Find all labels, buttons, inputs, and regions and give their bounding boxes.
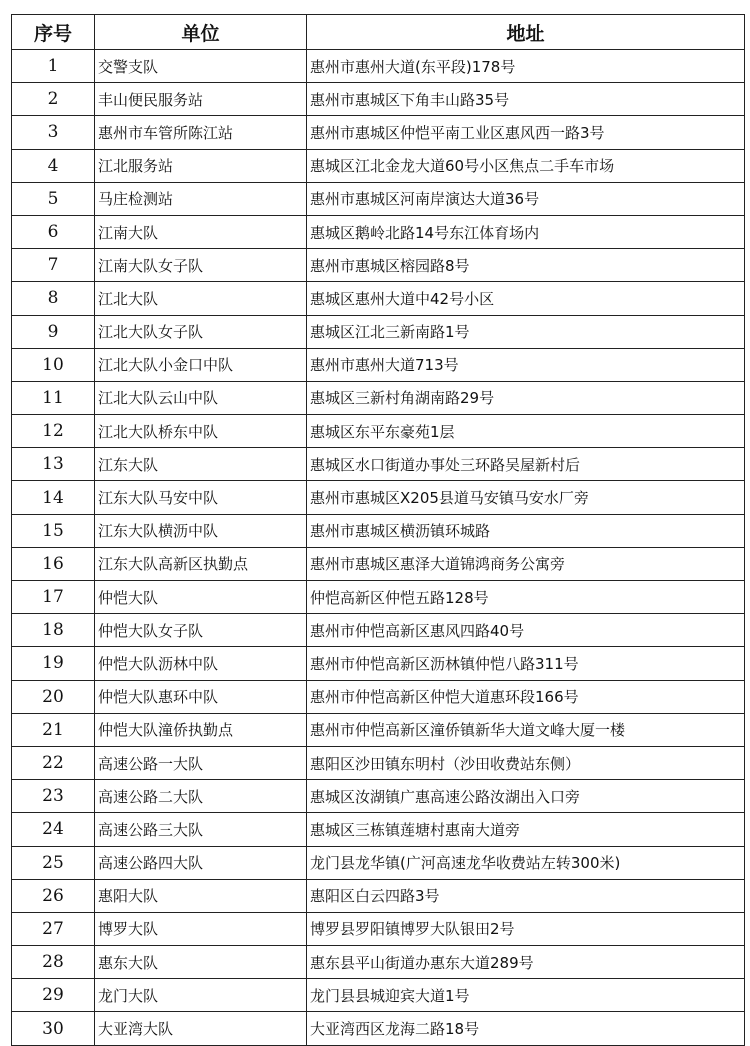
unit-name: 丰山便民服务站 (95, 83, 307, 116)
unit-address: 惠州市仲恺高新区仲恺大道惠环段166号 (307, 680, 745, 713)
unit-address: 龙门县县城迎宾大道1号 (307, 979, 745, 1012)
table-row (12, 946, 745, 979)
unit-name: 惠阳大队 (95, 879, 307, 912)
header-address: 地址 (307, 15, 745, 50)
unit-name: 江北服务站 (95, 149, 307, 182)
unit-name: 龙门大队 (95, 979, 307, 1012)
table-row (12, 813, 745, 846)
table-row (12, 614, 745, 647)
unit-name: 江北大队云山中队 (95, 381, 307, 414)
unit-address: 惠东县平山街道办惠东大道289号 (307, 946, 745, 979)
unit-address: 惠州市惠城区X205县道马安镇马安水厂旁 (307, 481, 745, 514)
unit-address: 仲恺高新区仲恺五路128号 (307, 581, 745, 614)
table-row (12, 481, 745, 514)
unit-name: 马庄检测站 (95, 182, 307, 215)
row-number: 24 (12, 813, 95, 846)
unit-name: 江北大队小金口中队 (95, 348, 307, 381)
unit-address: 惠州市惠城区河南岸演达大道36号 (307, 182, 745, 215)
table-row (12, 912, 745, 945)
table-row (12, 282, 745, 315)
row-number: 16 (12, 547, 95, 580)
table-row (12, 215, 745, 248)
row-number: 20 (12, 680, 95, 713)
table-row (12, 448, 745, 481)
unit-name: 江东大队高新区执勤点 (95, 547, 307, 580)
table-row (12, 116, 745, 149)
table-row (12, 514, 745, 547)
row-number: 5 (12, 182, 95, 215)
unit-address: 惠阳区沙田镇东明村（沙田收费站东侧） (307, 746, 745, 779)
unit-name: 江北大队女子队 (95, 315, 307, 348)
table-row (12, 547, 745, 580)
unit-name: 江东大队马安中队 (95, 481, 307, 514)
row-number: 1 (12, 50, 95, 83)
row-number: 27 (12, 912, 95, 945)
table-row (12, 50, 745, 83)
unit-address: 惠城区三新村角湖南路29号 (307, 381, 745, 414)
unit-address: 惠城区江北三新南路1号 (307, 315, 745, 348)
unit-address: 惠州市惠城区仲恺平南工业区惠风西一路3号 (307, 116, 745, 149)
row-number: 14 (12, 481, 95, 514)
unit-name: 惠东大队 (95, 946, 307, 979)
table-row (12, 182, 745, 215)
table-row (12, 680, 745, 713)
unit-address: 惠城区汝湖镇广惠高速公路汝湖出入口旁 (307, 780, 745, 813)
unit-name: 仲恺大队沥林中队 (95, 647, 307, 680)
row-number: 6 (12, 215, 95, 248)
unit-name: 仲恺大队惠环中队 (95, 680, 307, 713)
unit-name: 江南大队 (95, 215, 307, 248)
table-row (12, 149, 745, 182)
row-number: 3 (12, 116, 95, 149)
unit-address: 惠城区水口街道办事处三环路吴屋新村后 (307, 448, 745, 481)
unit-address: 惠城区东平东豪苑1层 (307, 415, 745, 448)
table-row (12, 415, 745, 448)
table-row (12, 713, 745, 746)
unit-address: 惠城区惠州大道中42号小区 (307, 282, 745, 315)
row-number: 29 (12, 979, 95, 1012)
table-row (12, 846, 745, 879)
unit-name: 博罗大队 (95, 912, 307, 945)
unit-address: 惠州市惠城区横沥镇环城路 (307, 514, 745, 547)
row-number: 9 (12, 315, 95, 348)
unit-name: 江东大队 (95, 448, 307, 481)
unit-name: 高速公路四大队 (95, 846, 307, 879)
unit-name: 大亚湾大队 (95, 1012, 307, 1045)
row-number: 18 (12, 614, 95, 647)
unit-name: 仲恺大队女子队 (95, 614, 307, 647)
table-row (12, 979, 745, 1012)
header-row (12, 15, 745, 50)
unit-address: 惠阳区白云四路3号 (307, 879, 745, 912)
row-number: 19 (12, 647, 95, 680)
table-row (12, 381, 745, 414)
table-row (12, 879, 745, 912)
table-row (12, 1012, 745, 1045)
unit-address: 惠州市惠城区榕园路8号 (307, 249, 745, 282)
unit-address: 惠州市仲恺高新区沥林镇仲恺八路311号 (307, 647, 745, 680)
unit-address: 惠城区三栋镇莲塘村惠南大道旁 (307, 813, 745, 846)
row-number: 28 (12, 946, 95, 979)
row-number: 7 (12, 249, 95, 282)
unit-address: 大亚湾西区龙海二路18号 (307, 1012, 745, 1045)
table-row (12, 249, 745, 282)
row-number: 8 (12, 282, 95, 315)
unit-address: 博罗县罗阳镇博罗大队银田2号 (307, 912, 745, 945)
row-number: 26 (12, 879, 95, 912)
unit-address: 龙门县龙华镇(广河高速龙华收费站左转300米) (307, 846, 745, 879)
unit-name: 仲恺大队潼侨执勤点 (95, 713, 307, 746)
unit-address: 惠城区鹅岭北路14号东江体育场内 (307, 215, 745, 248)
unit-name: 江东大队横沥中队 (95, 514, 307, 547)
row-number: 25 (12, 846, 95, 879)
row-number: 11 (12, 381, 95, 414)
table-row (12, 780, 745, 813)
row-number: 21 (12, 713, 95, 746)
table-row (12, 315, 745, 348)
unit-name: 交警支队 (95, 50, 307, 83)
row-number: 17 (12, 581, 95, 614)
table-row (12, 348, 745, 381)
header-no: 序号 (12, 15, 95, 50)
row-number: 15 (12, 514, 95, 547)
row-number: 4 (12, 149, 95, 182)
address-table (11, 14, 745, 1046)
unit-name: 江南大队女子队 (95, 249, 307, 282)
unit-address: 惠城区江北金龙大道60号小区焦点二手车市场 (307, 149, 745, 182)
unit-name: 江北大队 (95, 282, 307, 315)
row-number: 22 (12, 746, 95, 779)
row-number: 2 (12, 83, 95, 116)
unit-address: 惠州市惠城区下角丰山路35号 (307, 83, 745, 116)
unit-name: 惠州市车管所陈江站 (95, 116, 307, 149)
unit-name: 江北大队桥东中队 (95, 415, 307, 448)
unit-name: 高速公路二大队 (95, 780, 307, 813)
row-number: 30 (12, 1012, 95, 1045)
table-row (12, 746, 745, 779)
table-row (12, 581, 745, 614)
unit-address: 惠州市惠城区惠泽大道锦鸿商务公寓旁 (307, 547, 745, 580)
unit-address: 惠州市惠州大道713号 (307, 348, 745, 381)
unit-address: 惠州市惠州大道(东平段)178号 (307, 50, 745, 83)
row-number: 10 (12, 348, 95, 381)
table-row (12, 647, 745, 680)
unit-name: 高速公路一大队 (95, 746, 307, 779)
row-number: 13 (12, 448, 95, 481)
unit-name: 仲恺大队 (95, 581, 307, 614)
unit-address: 惠州市仲恺高新区潼侨镇新华大道文峰大厦一楼 (307, 713, 745, 746)
unit-name: 高速公路三大队 (95, 813, 307, 846)
row-number: 12 (12, 415, 95, 448)
unit-address: 惠州市仲恺高新区惠风四路40号 (307, 614, 745, 647)
header-unit: 单位 (95, 15, 307, 50)
row-number: 23 (12, 780, 95, 813)
table-row (12, 83, 745, 116)
